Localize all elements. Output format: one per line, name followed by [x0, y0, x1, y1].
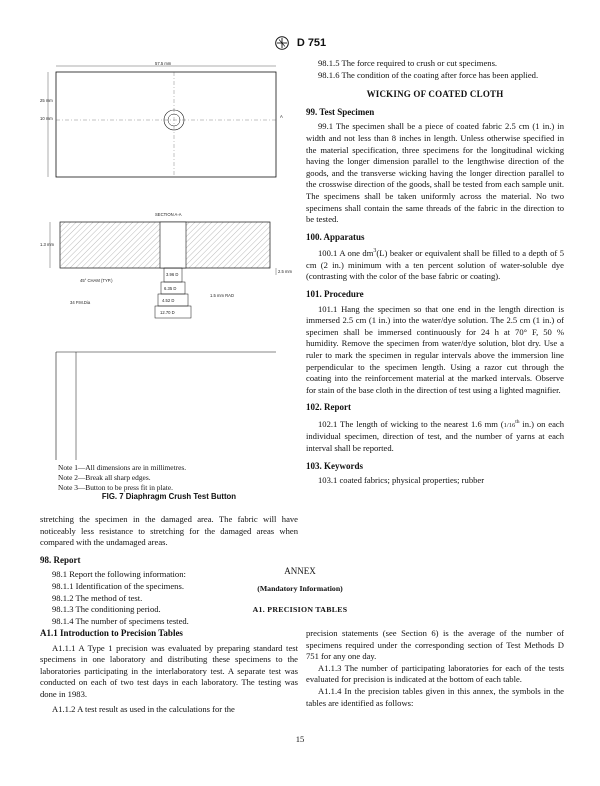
- page-number: 15: [295, 734, 305, 744]
- para-103-1: 103.1 coated fabrics; physical properties; rubber: [318, 475, 485, 486]
- note-1: Note 1—All dimensions are in millimetres.: [58, 463, 187, 472]
- annex-title: ANNEX: [284, 566, 316, 576]
- page-header: [0, 34, 600, 52]
- annex-para-precision: precision statements (see Section 6) is the average of the number of specimens required under the corresponding section of Test Methods D 751 for any one day.: [306, 628, 564, 662]
- para-102-1-a: 102.1 The length of wicking to the nearest 1.6 mm (: [318, 418, 504, 429]
- para-99-1: 99.1 The specimen shall be a piece of coated fabric 2.5 cm (1 in.) in width and not less than 8 inches in length. Unless otherwise specified in the material specification, three specimens for the longitudinal wicking having the longer dimension parallel to the lengthwise direction of the goods, and the transverse wicking having the longer direction parallel to the crosswise direction of the goods, shall be tested from each sample unit. The specimens shall be taken uniformly across the material. No two specimens shall contain the same threads of the fabric in the direction to be tested.: [306, 121, 564, 225]
- annex-right-column: [306, 628, 564, 709]
- button-dim-2: 6.35 D: [164, 286, 177, 291]
- para-100-1: [306, 246, 564, 283]
- annex-mandatory: (Mandatory Information): [257, 584, 343, 593]
- annex-para-a1-1-1: A1.1.1 A Type 1 precision was evaluated by preparing standard test specimens in one laboratory and distributing these specimens to the laboratories participating in the interlaboratory test. A separate test was conducted on each of two test days in each laboratory. The testing was done in 1983.: [40, 642, 298, 699]
- section-wicking-title: WICKING OF COATED CLOTH: [366, 89, 504, 100]
- annex-para-a1-1-2: A1.1.2 A test result as used in the calculations for the: [52, 703, 235, 714]
- heading-102: 102. Report: [306, 402, 351, 413]
- section-aa-label: SECTION A-A: [155, 212, 182, 217]
- para-102-1-b: in.) on each individual specimen, direction of test, and the number of yarns at each interval shall be reported.: [306, 418, 564, 453]
- heading-100: 100. Apparatus: [306, 231, 365, 242]
- heading-101: 101. Procedure: [306, 288, 364, 299]
- heading-99: 99. Test Specimen: [306, 106, 375, 117]
- para-98-1: 98.1 Report the following information:: [52, 569, 186, 580]
- para-98-1-1: 98.1.1 Identification of the specimens.: [52, 580, 184, 591]
- para-98-1-6: 98.1.6 The condition of the coating after force has been applied.: [318, 69, 539, 80]
- dim-13-label: 1.3 mm: [40, 242, 54, 247]
- note-2: Note 2—Break all sharp edges.: [58, 473, 151, 482]
- diameter-label: 34 P.M.Dia: [70, 300, 91, 305]
- note-3: Note 3—Button to be press fit in plate.: [58, 483, 173, 492]
- button-dim-3: 4.52 D: [162, 298, 175, 303]
- para-100-1-sup: 3: [373, 248, 377, 255]
- button-dim-4: 12.70 D: [160, 310, 175, 315]
- para-102-1-sup: th: [515, 418, 520, 425]
- para-102-1-frac: 1/16: [503, 421, 516, 429]
- figure-notes: [58, 463, 298, 493]
- para-98-1-2: 98.1.2 The method of test.: [52, 592, 143, 603]
- diaphragm-button-drawing: [40, 60, 298, 460]
- para-102-1: [306, 417, 564, 455]
- right-column: [306, 58, 564, 487]
- annex-a1-title: A1. PRECISION TABLES: [252, 605, 348, 614]
- stretch-paragraph: stretching the specimen in the damaged area. The fabric will have noticeably less resistance to stretching for the damaged areas when compared with the undamaged areas.: [40, 514, 298, 548]
- radius-label: 1.5 mm RAD: [210, 293, 234, 298]
- heading-98: 98. Report: [40, 554, 81, 565]
- dim-top-label: 57.5 mm: [155, 61, 172, 66]
- para-100-1-a: 100.1 A one dm: [318, 248, 374, 259]
- standard-designation: D 751: [296, 37, 327, 50]
- para-101-1: 101.1 Hang the specimen so that one end in the length direction is immersed 2.5 cm (1 in.) into the water/dye solution. The 2.5 cm (1 in.) of specimen shall be immersed continuously for 24 h at 70° F, 50 % humidity. Remove the specimen from water/dye solution, blot dry. Use a ruler to mark the specimen in regular intervals above the immersion line perpendicular to the specimen length. Using a razor cut through the coating into the reinforcement material at the marked intervals. Observe for stain of the base cloth in the direction of test using a lighted magnifier.: [306, 303, 564, 395]
- heading-103: 103. Keywords: [306, 460, 363, 471]
- para-100-1-b: (L) beaker or equivalent shall be filled to a depth of 5 cm (2 in.) minimum with a ten percent solution of water-soluble dye (contrasting with the color of the base fabric or coating).: [306, 248, 564, 282]
- figure-7-drawing: [40, 60, 298, 460]
- dim-25b-label: 2.5 mm: [278, 269, 292, 274]
- section-a-label: A: [280, 114, 283, 119]
- button-dim-1: 3.96 D: [166, 272, 179, 277]
- figure-caption: FIG. 7 Diaphragm Crush Test Button: [101, 492, 237, 501]
- dim-10-label: 10 mm: [40, 116, 53, 121]
- annex-heading-a1-1: A1.1 Introduction to Precision Tables: [40, 628, 183, 638]
- annex-left-column: [40, 628, 298, 715]
- chamfer-label: 45° CHAM (TYP.): [80, 278, 113, 283]
- para-98-1-3: 98.1.3 The conditioning period.: [52, 604, 161, 615]
- para-98-1-5: 98.1.5 The force required to crush or cut specimens.: [318, 58, 498, 68]
- para-98-1-4: 98.1.4 The number of specimens tested.: [52, 615, 189, 626]
- astm-logo-icon: [274, 36, 290, 50]
- dim-25-label: 25 mm: [40, 98, 53, 103]
- annex-para-a1-1-4: A1.1.4 In the precision tables given in this annex, the symbols in the tables are identified as follows:: [306, 685, 564, 708]
- annex-para-a1-1-3: A1.1.3 The number of participating laboratories for each of the tests evaluated for precision is indicated at the bottom of each table.: [306, 662, 564, 685]
